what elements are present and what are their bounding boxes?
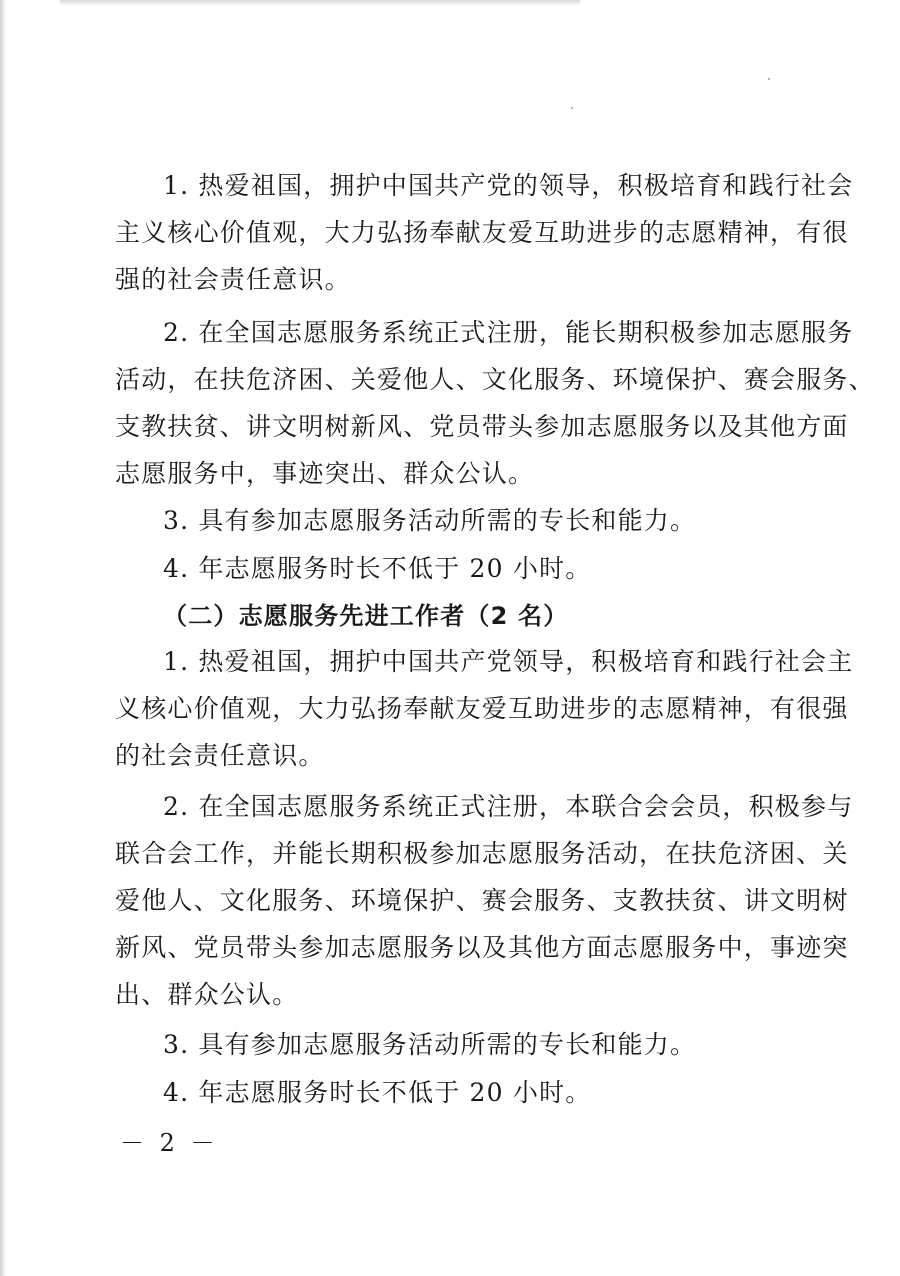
paragraph-line: 2. 在全国志愿服务系统正式注册，能长期积极参加志愿服务: [163, 318, 854, 347]
paragraph-line: 新风、党员带头参加志愿服务以及其他方面志愿服务中，事迹突: [115, 933, 849, 962]
paragraph-line: 志愿服务中，事迹突出、群众公认。: [115, 459, 535, 488]
section-heading: （二）志愿服务先进工作者（2 名）: [163, 602, 569, 630]
scan-top-bleed: [60, 0, 580, 6]
paragraph-line: 出、群众公认。: [115, 980, 299, 1009]
paragraph-line: 2. 在全国志愿服务系统正式注册，本联合会会员，积极参与: [163, 792, 854, 821]
paragraph-line: 1. 热爱祖国，拥护中国共产党的领导，积极培育和践行社会: [163, 171, 854, 200]
paragraph-line: 联合会工作，并能长期积极参加志愿服务活动，在扶危济困、关: [115, 839, 849, 868]
paragraph-line: 强的社会责任意识。: [115, 265, 351, 294]
scan-speck: [768, 78, 770, 80]
paragraph-line: 支教扶贫、讲文明树新风、党员带头参加志愿服务以及其他方面: [115, 412, 849, 441]
paragraph-line: 3. 具有参加志愿服务活动所需的专长和能力。: [163, 506, 697, 535]
paragraph-line: 1. 热爱祖国，拥护中国共产党领导，积极培育和践行社会主: [163, 647, 854, 676]
paragraph-line: 主义核心价值观，大力弘扬奉献友爱互助进步的志愿精神，有很: [115, 218, 849, 247]
paragraph-line: 的社会责任意识。: [115, 741, 325, 770]
paragraph-line: 4. 年志愿服务时长不低于 20 小时。: [163, 554, 592, 583]
paragraph-line: 4. 年志愿服务时长不低于 20 小时。: [163, 1078, 592, 1107]
scan-speck: [571, 107, 573, 109]
paragraph-line: 义核心价值观，大力弘扬奉献友爱互助进步的志愿精神，有很强: [115, 694, 849, 723]
scan-edge-shadow: [0, 0, 6, 1276]
paragraph-line: 3. 具有参加志愿服务活动所需的专长和能力。: [163, 1030, 697, 1059]
paragraph-line: 活动，在扶危济困、关爱他人、文化服务、环境保护、赛会服务、: [115, 365, 875, 394]
paragraph-line: 爱他人、文化服务、环境保护、赛会服务、支教扶贫、讲文明树: [115, 886, 849, 915]
page-number: － 2 －: [120, 1129, 219, 1157]
